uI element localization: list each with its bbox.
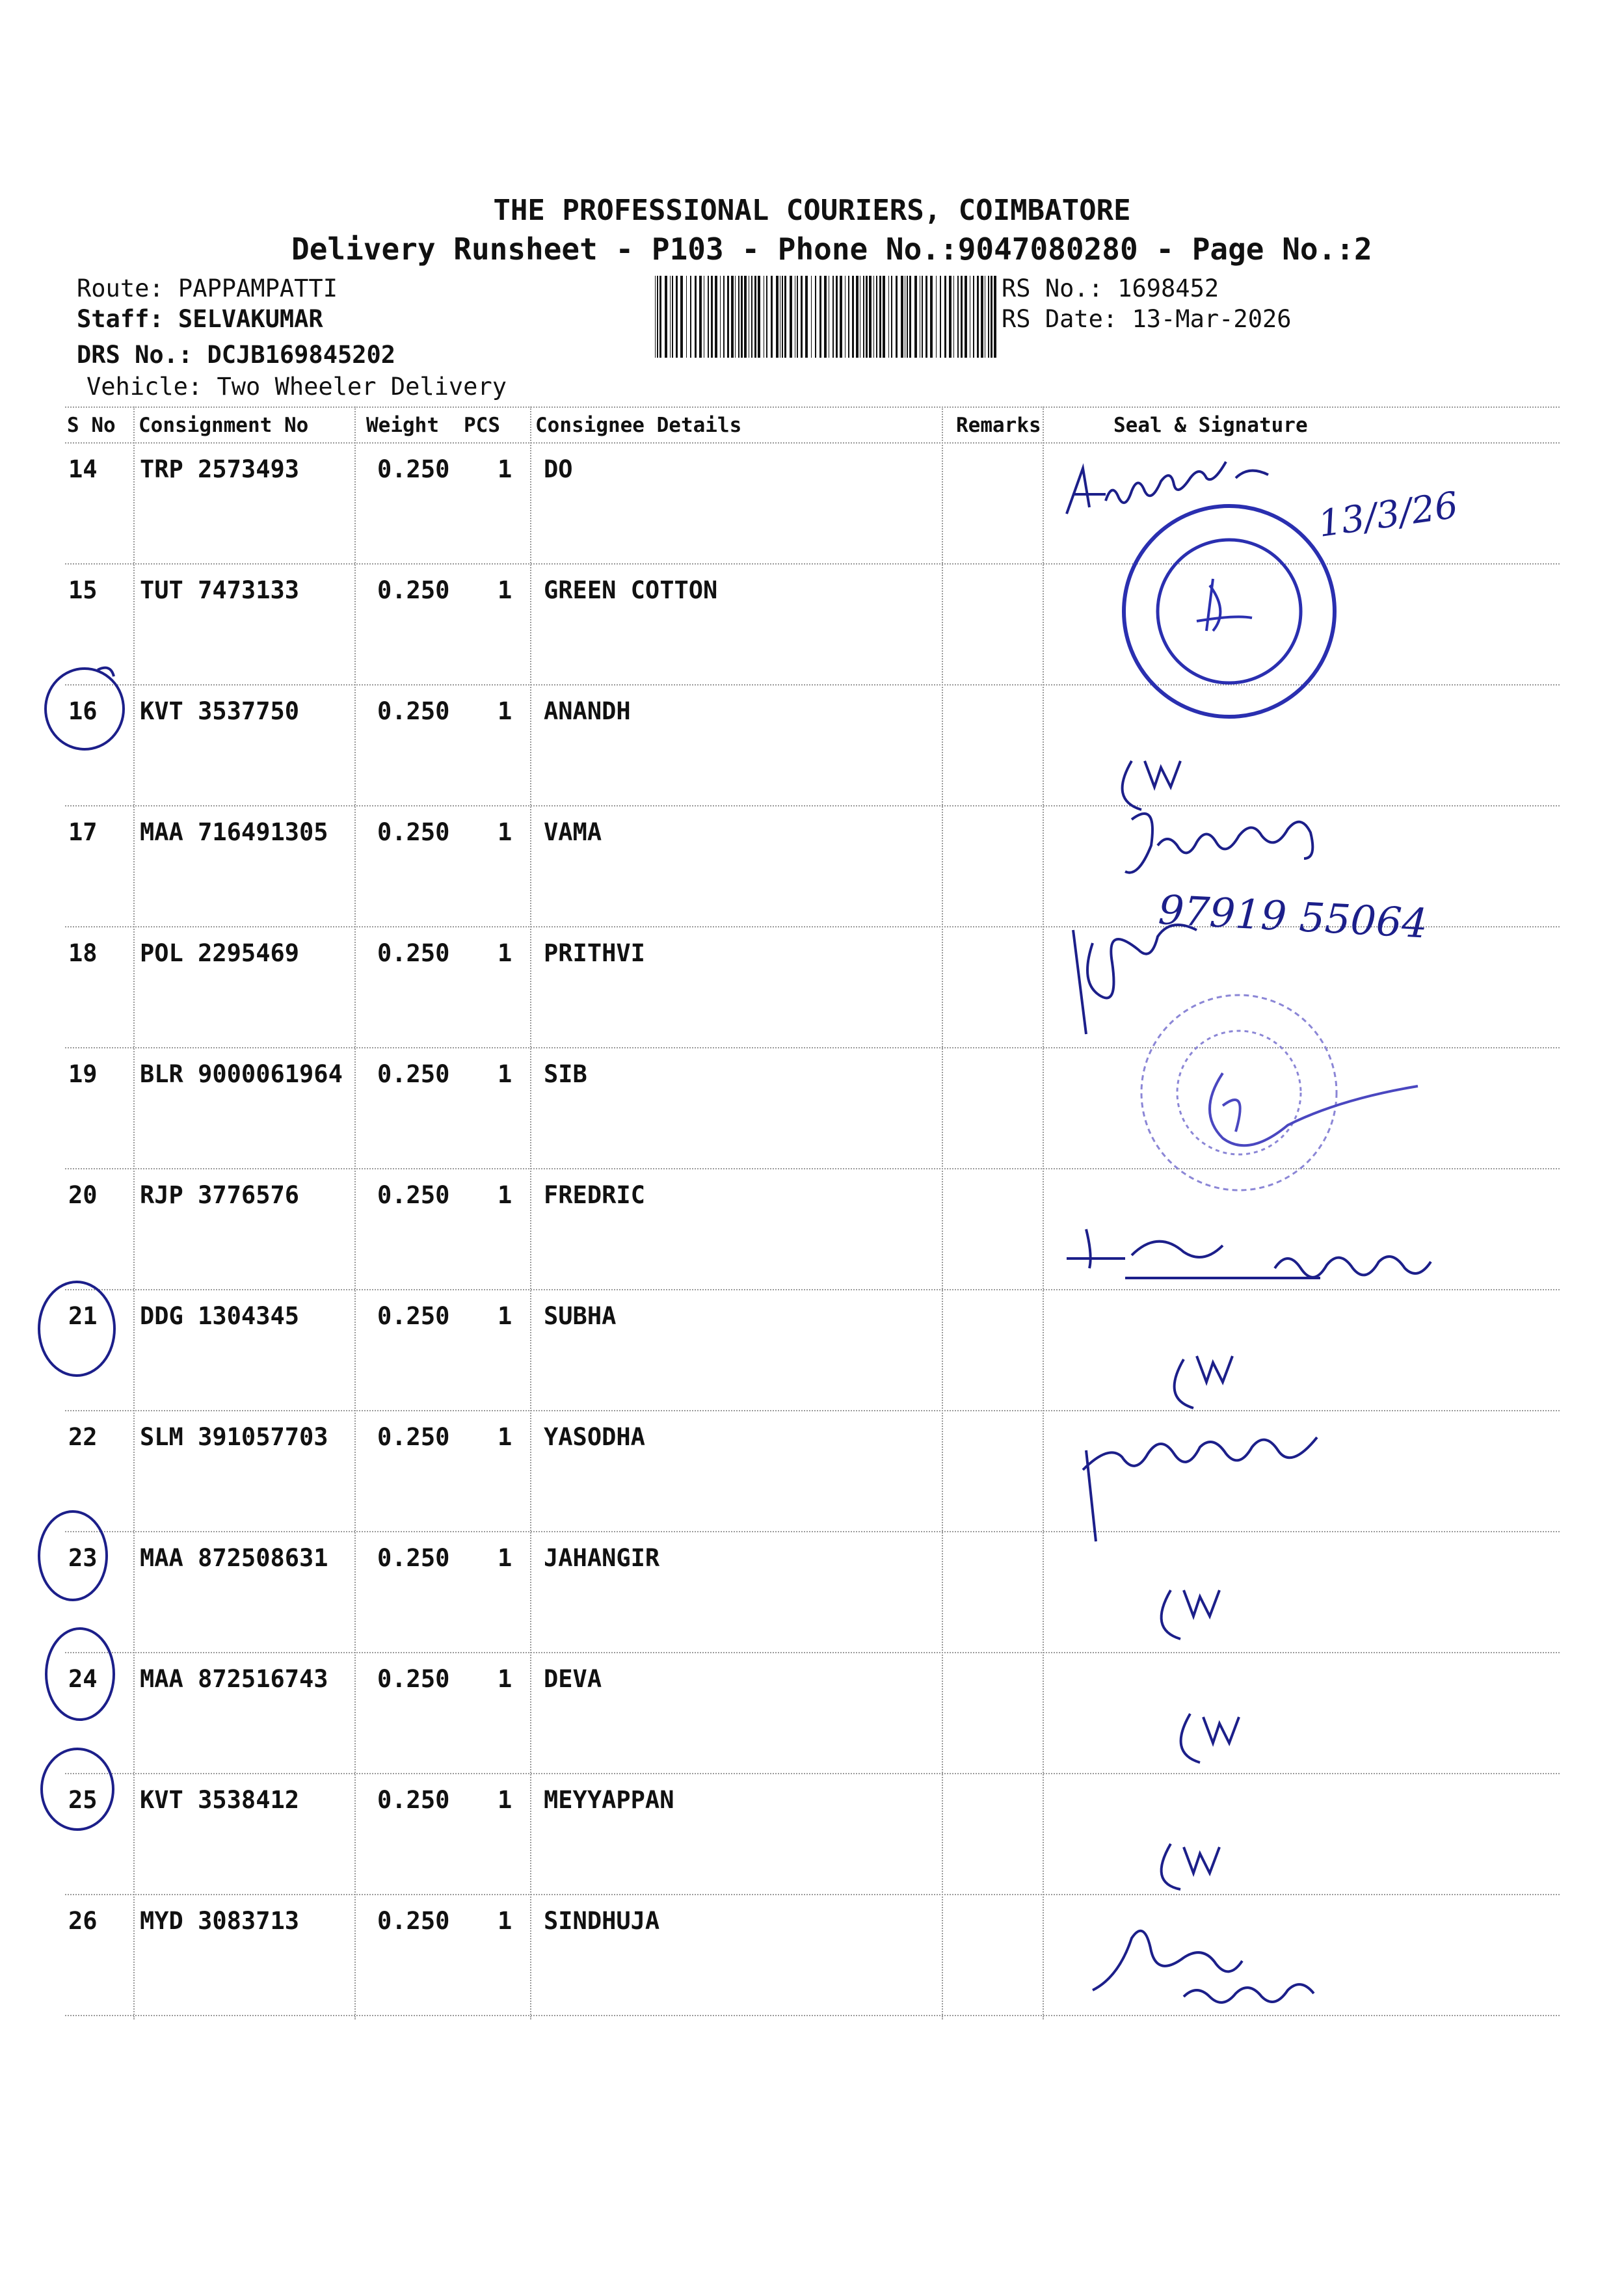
row-sno: 23 [68,1544,98,1572]
col-header-consignee: Consignee Details [535,414,742,437]
row-weight: 0.250 [377,1060,450,1088]
col-header-pcs: PCS [464,414,500,437]
rs-date: RS Date: 13-Mar-2026 [1002,305,1292,333]
row-weight: 0.250 [377,1423,450,1451]
route-label: Route: PAPPAMPATTI [77,274,338,302]
row-consignment: SLM 391057703 [140,1423,328,1451]
row-consignment: RJP 3776576 [140,1181,300,1209]
date-note: 13/3/26 [1315,484,1461,546]
runsheet-subtitle: Delivery Runsheet - P103 - Phone No.:9047080280 - Page No.:2 [291,232,1372,267]
row-consignee: FREDRIC [544,1181,645,1209]
row-consignee: YASODHA [544,1423,645,1451]
row-consignee: GREEN COTTON [544,576,718,604]
row-circle-25 [42,1749,113,1830]
row-consignee: PRITHVI [544,939,645,967]
row-circle-24 [46,1629,114,1720]
row-consignment: MAA 716491305 [140,818,328,846]
row-consignment: TRP 2573493 [140,455,300,483]
row-consignee: SINDHUJA [544,1907,660,1935]
row-consignee: DEVA [544,1665,602,1693]
row-consignment: TUT 7473133 [140,576,300,604]
row-pcs: 1 [498,818,512,846]
row-circle-23 [39,1511,107,1600]
signature-20 [1067,1229,1431,1278]
row-consignment: KVT 3538412 [140,1786,300,1814]
row-consignee: MEYYAPPAN [544,1786,674,1814]
row-consignment: KVT 3537750 [140,697,300,725]
row-weight: 0.250 [377,1181,450,1209]
row-sno: 14 [68,455,98,483]
drs-number: DRS No.: DCJB169845202 [77,341,396,369]
row-weight: 0.250 [377,1544,450,1572]
row-consignee: DO [544,455,573,483]
row-weight: 0.250 [377,1786,450,1814]
row-circle-21 [39,1282,114,1376]
row-consignment: MAA 872516743 [140,1665,328,1693]
signature-22 [1083,1437,1317,1541]
row-consignment: BLR 9000061964 [140,1060,343,1088]
row-pcs: 1 [498,1060,512,1088]
row-sno: 16 [68,697,98,725]
row-pcs: 1 [498,1786,512,1814]
company-title: THE PROFESSIONAL COURIERS, COIMBATORE [493,194,1131,227]
row-consignee: SIB [544,1060,587,1088]
row-sno: 20 [68,1181,98,1209]
row-pcs: 1 [498,1302,512,1330]
signature-19 [1210,1073,1418,1145]
row-pcs: 1 [498,576,512,604]
row-consignee: ANANDH [544,697,631,725]
col-header-weight: Weight [366,414,439,437]
row-weight: 0.250 [377,818,450,846]
rs-number: RS No.: 1698452 [1002,274,1219,302]
row-weight: 0.250 [377,1302,450,1330]
vehicle-label: Vehicle: Two Wheeler Delivery [87,373,507,401]
row-pcs: 1 [498,939,512,967]
row-consignment: DDG 1304345 [140,1302,300,1330]
green-cotton-stamp [1124,506,1335,717]
row-sno: 26 [68,1907,98,1935]
row-consignment: MYD 3083713 [140,1907,300,1935]
col-header-seal: Seal & Signature [1113,414,1308,437]
cw-mark-16 [1123,761,1180,810]
signature-17 [1125,814,1312,873]
row-consignment: POL 2295469 [140,939,300,967]
row-weight: 0.250 [377,1665,450,1693]
row-consignee: JAHANGIR [544,1544,660,1572]
row-pcs: 1 [498,1665,512,1693]
row-sno: 19 [68,1060,98,1088]
col-header-consignment: Consignment No [139,414,309,437]
signature-26 [1093,1931,1314,2003]
col-header-sno: S No [67,414,116,437]
row-consignment: MAA 872508631 [140,1544,328,1572]
phone-note: 97919 55064 [1157,886,1429,948]
staff-label: Staff: SELVAKUMAR [77,305,323,333]
row-weight: 0.250 [377,1907,450,1935]
faint-stamp-19 [1141,995,1337,1190]
row-sno: 22 [68,1423,98,1451]
cw-mark-24 [1181,1714,1239,1763]
row-consignee: SUBHA [544,1302,617,1330]
row-sno: 18 [68,939,98,967]
row-weight: 0.250 [377,576,450,604]
row-sno: 21 [68,1302,98,1330]
row-circle-16 [46,669,124,749]
row-weight: 0.250 [377,939,450,967]
row-weight: 0.250 [377,455,450,483]
row-sno: 15 [68,576,98,604]
row-consignee: VAMA [544,818,602,846]
row-weight: 0.250 [377,697,450,725]
col-header-remarks: Remarks [956,414,1041,437]
row-sno: 24 [68,1665,98,1693]
cw-mark-25 [1162,1844,1219,1889]
row-pcs: 1 [498,455,512,483]
cw-mark-23 [1162,1590,1219,1639]
row-pcs: 1 [498,1907,512,1935]
row-pcs: 1 [498,1181,512,1209]
row-pcs: 1 [498,697,512,725]
cw-mark-21 [1175,1356,1232,1408]
signature-18 [1073,925,1197,1034]
row-sno: 17 [68,818,98,846]
row-pcs: 1 [498,1544,512,1572]
row-sno: 25 [68,1786,98,1814]
row-pcs: 1 [498,1423,512,1451]
